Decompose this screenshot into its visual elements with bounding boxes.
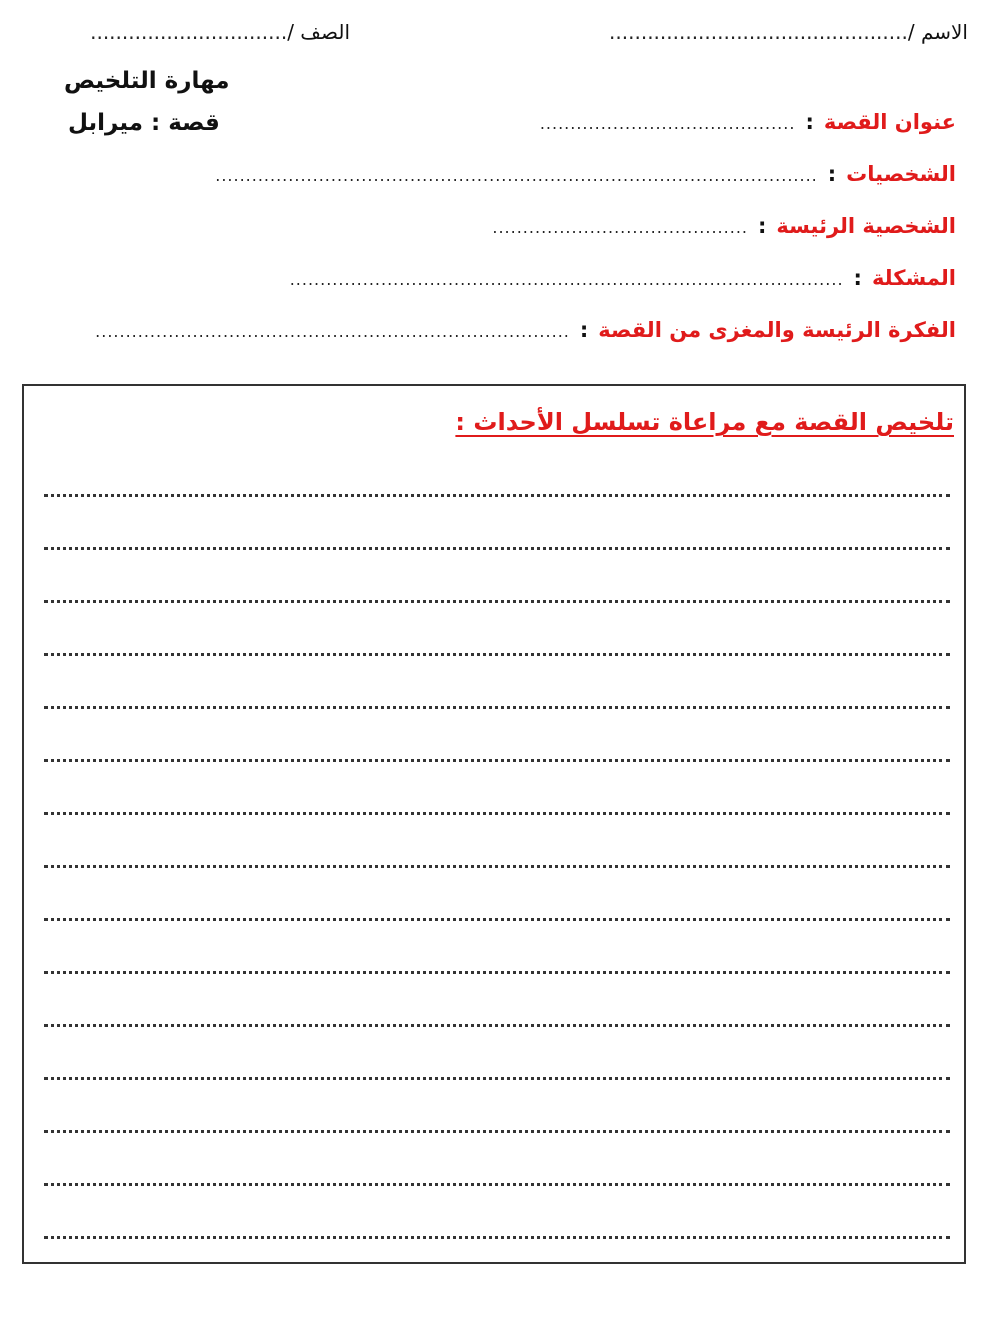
story-name: قصة : ميرابل bbox=[68, 110, 220, 136]
summary-line[interactable] bbox=[44, 494, 950, 497]
class-label: الصف / bbox=[287, 20, 350, 44]
field-main-idea bbox=[95, 318, 956, 342]
field-blank[interactable]: .......................................... bbox=[492, 218, 748, 237]
field-label: الشخصية الرئيسة bbox=[776, 214, 956, 238]
skill-title: مهارة التلخيص bbox=[64, 68, 230, 94]
summary-line[interactable] bbox=[44, 706, 950, 709]
summary-line[interactable] bbox=[44, 812, 950, 815]
class-blank[interactable]: ............................... bbox=[90, 20, 288, 44]
field-label: المشكلة bbox=[871, 266, 956, 290]
summary-line[interactable] bbox=[44, 600, 950, 603]
class-field bbox=[90, 20, 350, 44]
field-story-title bbox=[540, 110, 956, 134]
summary-line[interactable] bbox=[44, 1183, 950, 1186]
field-main-character bbox=[492, 214, 956, 238]
summary-line[interactable] bbox=[44, 547, 950, 550]
field-blank[interactable]: .............................................................................. bbox=[95, 322, 570, 341]
field-colon: : bbox=[853, 266, 862, 290]
summary-line[interactable] bbox=[44, 865, 950, 868]
summary-title: تلخيص القصة مع مراعاة تسلسل الأحداث : bbox=[455, 408, 954, 436]
summary-line[interactable] bbox=[44, 1130, 950, 1133]
summary-line[interactable] bbox=[44, 1077, 950, 1080]
summary-line[interactable] bbox=[44, 918, 950, 921]
field-label: عنوان القصة bbox=[823, 110, 956, 134]
name-blank[interactable]: ............................................... bbox=[609, 20, 908, 44]
summary-box bbox=[22, 384, 966, 1264]
field-colon: : bbox=[579, 318, 589, 342]
summary-line[interactable] bbox=[44, 759, 950, 762]
field-problem bbox=[290, 266, 956, 290]
summary-line[interactable] bbox=[44, 653, 950, 656]
summary-line[interactable] bbox=[44, 1236, 950, 1239]
field-blank[interactable]: ................................................................................................... bbox=[215, 166, 818, 185]
field-colon: : bbox=[827, 162, 837, 186]
name-field bbox=[609, 20, 968, 44]
field-colon: : bbox=[757, 214, 767, 238]
field-label: الفكرة الرئيسة والمغزى من القصة bbox=[598, 318, 956, 342]
field-characters bbox=[215, 162, 956, 186]
field-blank[interactable]: .......................................... bbox=[539, 114, 796, 133]
field-blank[interactable]: ........................................................................................... bbox=[289, 270, 844, 289]
summary-line[interactable] bbox=[44, 971, 950, 974]
field-label: الشخصيات bbox=[846, 162, 956, 186]
field-colon: : bbox=[805, 110, 814, 134]
name-label: الاسم / bbox=[907, 20, 968, 44]
summary-line[interactable] bbox=[44, 1024, 950, 1027]
